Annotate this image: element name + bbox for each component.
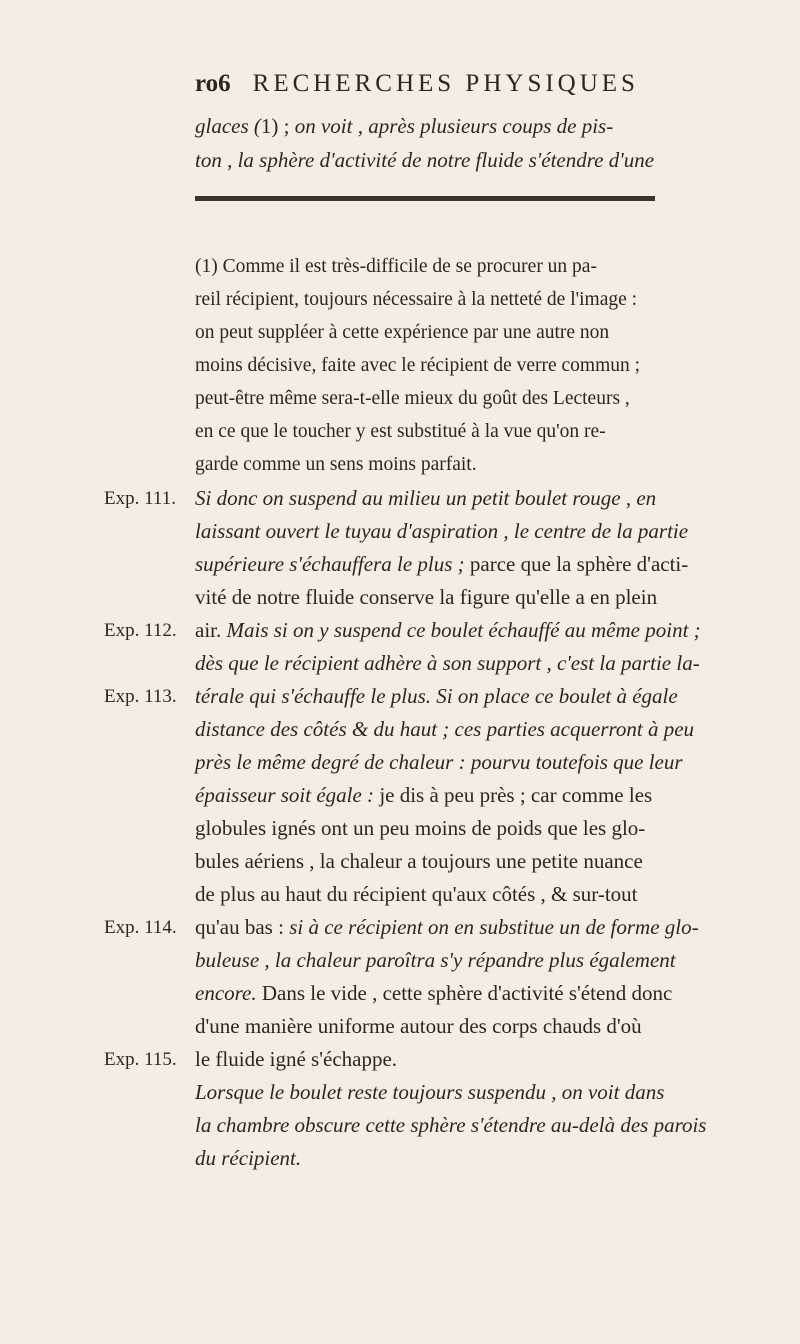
text-line: distance des côtés & du haut ; ces parties acquerront à peu (195, 717, 695, 741)
page-number: ro6 (195, 70, 231, 97)
page-header (195, 70, 655, 98)
text-line: d'une manière uniforme autour des corps chauds d'où (195, 1014, 642, 1038)
text-line: laissant ouvert le tuyau d'aspiration , le centre de la partie (195, 519, 689, 543)
footnote-line: en ce que le toucher y est substitué à la vue qu'on re- (195, 421, 606, 442)
footnote-line: (1) Comme il est très-difficile de se procurer un pa- (195, 256, 597, 277)
text-line: encore. Dans le vide , cette sphère d'activité s'étend donc (195, 981, 673, 1005)
text-line: bules aériens , la chaleur a toujours une petite nuance (195, 849, 643, 873)
text-line: du récipient. (195, 1146, 302, 1170)
footnote-rule (195, 196, 655, 201)
footnote-line: garde comme un sens moins parfait. (195, 454, 477, 475)
margin-note: Exp. 111. (104, 488, 176, 509)
text-line: buleuse , la chaleur paroîtra s'y répandre plus également (195, 948, 676, 972)
footnote-line: peut-être même sera-t-elle mieux du goût des Lecteurs , (195, 388, 630, 409)
margin-note: Exp. 114. (104, 917, 177, 938)
text-line: vité de notre fluide conserve la figure qu'elle a en plein (195, 585, 658, 609)
text-line: térale qui s'échauffe le plus. Si on place ce boulet à égale (195, 684, 678, 708)
text-line: air. Mais si on y suspend ce boulet échauffé au même point ; (195, 618, 701, 642)
text-line: Si donc on suspend au milieu un petit boulet rouge , en (195, 486, 657, 510)
footnote-line: reil récipient, toujours nécessaire à la netteté de l'image : (195, 289, 638, 310)
margin-note: Exp. 112. (104, 620, 177, 641)
text-line: de plus au haut du récipient qu'aux côtés , & sur-tout (195, 882, 638, 906)
text-line: globules ignés ont un peu moins de poids que les glo- (195, 816, 646, 840)
footnote-line: on peut suppléer à cette expérience par une autre non (195, 322, 610, 343)
running-title: RECHERCHES PHYSIQUES (252, 70, 639, 97)
text-line: glaces (1) ; on voit , après plusieurs coups de pis- (195, 114, 614, 138)
footnote-line: moins décisive, faite avec le récipient de verre commun ; (195, 355, 641, 376)
text-line: ton , la sphère d'activité de notre fluide s'étendre d'une (195, 148, 655, 172)
text-line: épaisseur soit égale : je dis à peu près ; car comme les (195, 783, 653, 807)
text-line: qu'au bas : si à ce récipient on en substitue un de forme glo- (195, 915, 699, 939)
text-line: le fluide igné s'échappe. (195, 1047, 398, 1071)
text-line: Lorsque le boulet reste toujours suspendu , on voit dans (195, 1080, 665, 1104)
text-line: près le même degré de chaleur : pourvu toutefois que leur (195, 750, 683, 774)
text-line: supérieure s'échauffera le plus ; parce que la sphère d'acti- (195, 552, 689, 576)
margin-note: Exp. 115. (104, 1049, 177, 1070)
text-line: dès que le récipient adhère à son support , c'est la partie la- (195, 651, 700, 675)
text-line: la chambre obscure cette sphère s'étendre au-delà des parois (195, 1113, 707, 1137)
margin-note: Exp. 113. (104, 686, 177, 707)
